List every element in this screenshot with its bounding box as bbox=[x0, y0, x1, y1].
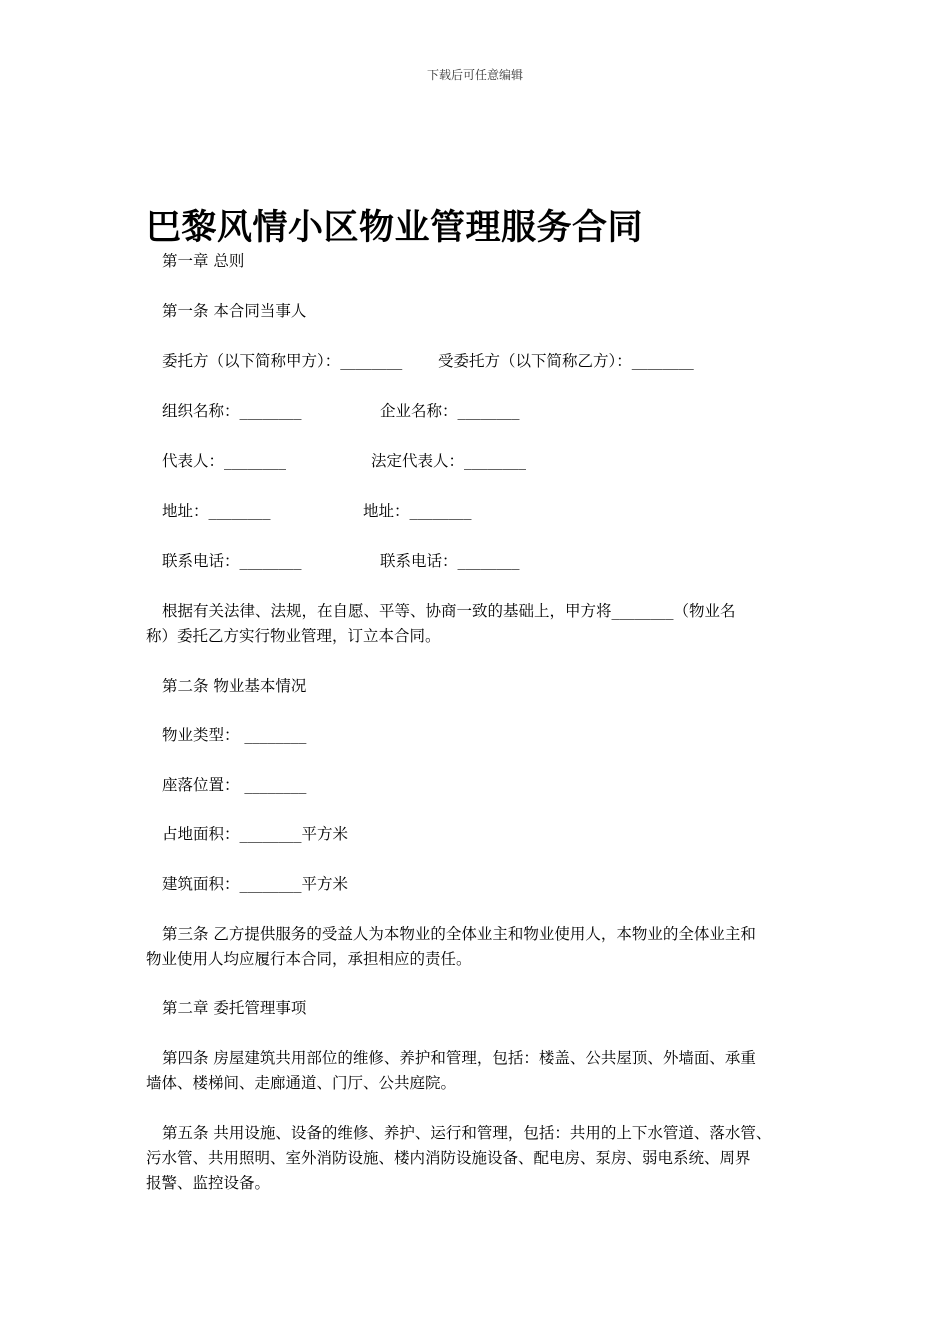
property-location-field: 座落位置： ________ bbox=[162, 776, 307, 794]
chapter-2-heading: 第二章 委托管理事项 bbox=[162, 999, 307, 1017]
article-5-paragraph bbox=[146, 1121, 812, 1196]
article-2-heading: 第二条 物业基本情况 bbox=[162, 677, 307, 695]
address-b-field: 地址：________ bbox=[363, 502, 472, 520]
header-note: 下载后可任意编辑 bbox=[426, 68, 523, 82]
chapter-1-heading: 第一章 总则 bbox=[162, 252, 245, 270]
article-5-line: 污水管、共用照明、室外消防设施、楼内消防设施设备、配电房、泵房、弱电系统、周界 bbox=[146, 1149, 751, 1167]
land-area-field: 占地面积：________平方米 bbox=[162, 825, 349, 843]
preamble-line: 根据有关法律、法规，在自愿、平等、协商一致的基础上，甲方将________（物业名 bbox=[162, 602, 736, 620]
article-5-line: 第五条 共用设施、设备的维修、养护、运行和管理，包括：共用的上下水管道、落水管、 bbox=[162, 1124, 772, 1142]
contractor-party-field: 受委托方（以下简称乙方）：________ bbox=[438, 352, 694, 370]
document-title: 巴黎风情小区物业管理服务合同 bbox=[146, 208, 644, 248]
article-3-paragraph bbox=[146, 922, 812, 972]
address-a-field: 地址：________ bbox=[162, 502, 271, 520]
legal-representative-field: 法定代表人：________ bbox=[371, 452, 527, 470]
building-area-field: 建筑面积：________平方米 bbox=[162, 875, 349, 893]
article-5-line: 报警、监控设备。 bbox=[146, 1174, 271, 1192]
client-party-field: 委托方（以下简称甲方）：________ bbox=[162, 352, 403, 370]
phone-a-field: 联系电话：________ bbox=[162, 552, 302, 570]
article-4-line: 第四条 房屋建筑共用部位的维修、养护和管理，包括：楼盖、公共屋顶、外墙面、承重 bbox=[162, 1049, 756, 1067]
org-name-field: 组织名称：________ bbox=[162, 402, 302, 420]
article-4-paragraph bbox=[146, 1046, 812, 1096]
article-1-heading: 第一条 本合同当事人 bbox=[162, 302, 307, 320]
representative-field: 代表人：________ bbox=[162, 452, 287, 470]
company-name-field: 企业名称：________ bbox=[380, 402, 520, 420]
article-3-line: 第三条 乙方提供服务的受益人为本物业的全体业主和物业使用人，本物业的全体业主和 bbox=[162, 925, 756, 943]
article-3-line: 物业使用人均应履行本合同，承担相应的责任。 bbox=[146, 950, 472, 968]
preamble-paragraph bbox=[146, 599, 812, 649]
property-type-field: 物业类型： ________ bbox=[162, 726, 307, 744]
phone-b-field: 联系电话：________ bbox=[380, 552, 520, 570]
preamble-line: 称）委托乙方实行物业管理，订立本合同。 bbox=[146, 627, 441, 645]
article-4-line: 墙体、楼梯间、走廊通道、门厅、公共庭院。 bbox=[146, 1074, 457, 1092]
